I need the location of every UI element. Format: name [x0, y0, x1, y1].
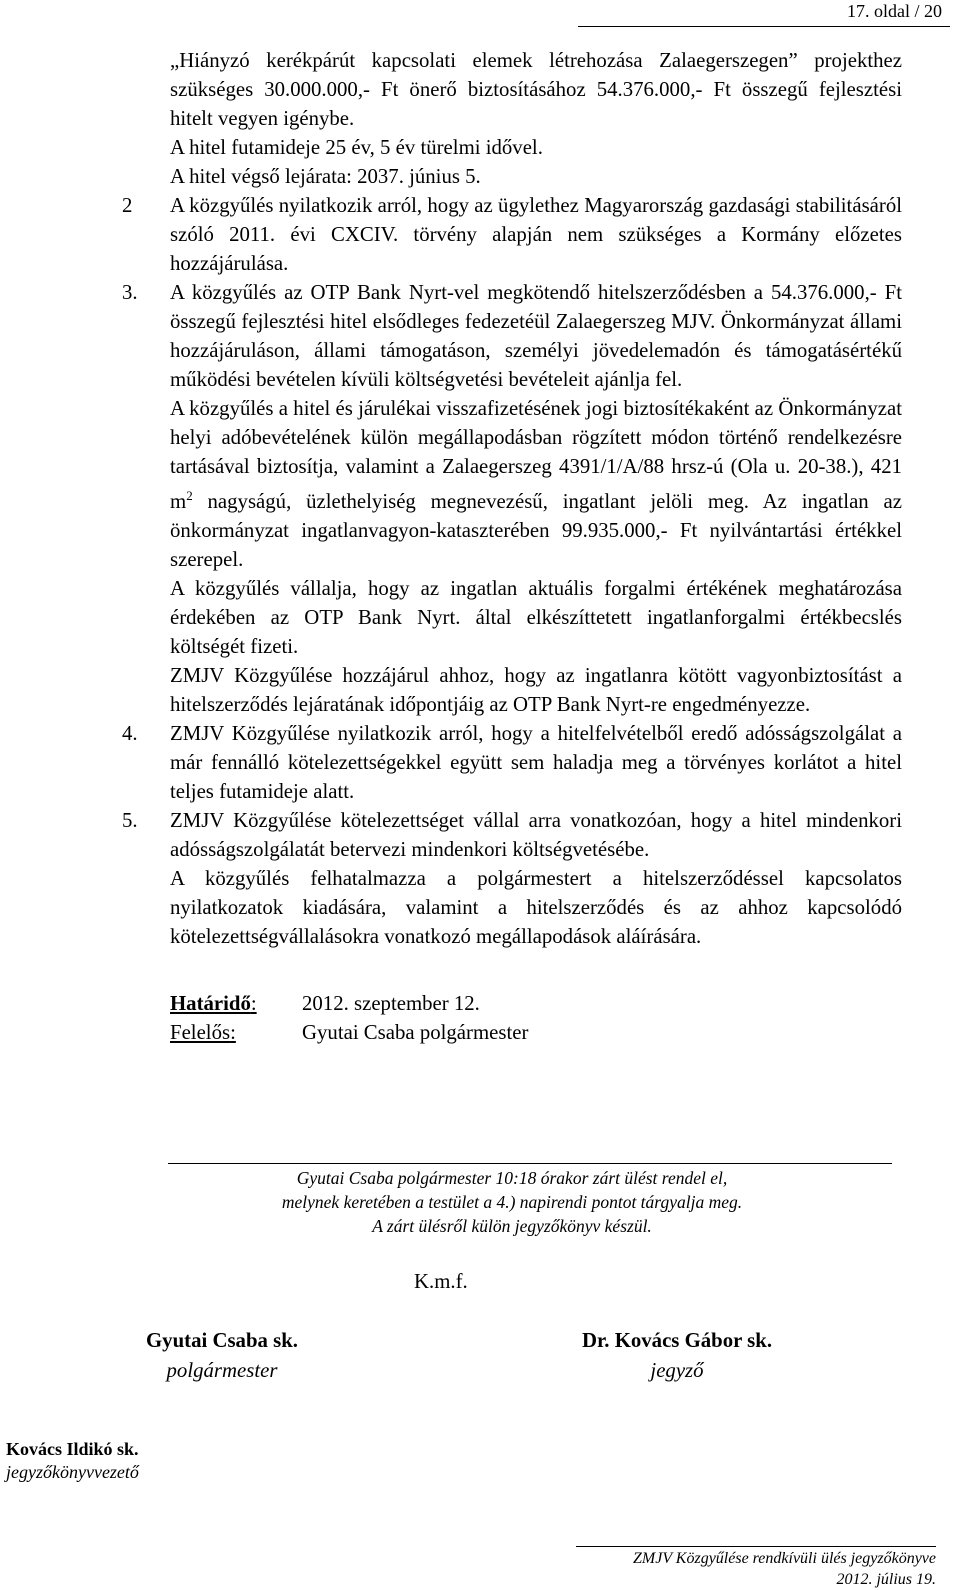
paragraph-term: A hitel futamideje 25 év, 5 év türelmi idővel.: [170, 136, 543, 159]
paragraph-insurance: ZMJV Közgyűlése hozzájárul ahhoz, hogy az ingatlanra kötött vagyonbiztosítást a hitelszerződés lejáratának időpontjáig az OTP Bank Nyrt-re engedményezze.: [170, 663, 902, 716]
signer-role: polgármester: [166, 1359, 278, 1382]
deadline-block: [122, 989, 902, 1047]
collateral-text-a: A közgyűlés a hitel és járulékai visszafizetésének jogi biztosítékaként az Önkormányzat helyi adóbevételének külön megállapodásban rögzített módon történő rendelkezésre tartásával biztosítja, valamint a Zalaegerszeg 4391/1/A/88 hrsz-ú (Ola u. 20-38.), 421 m: [170, 397, 902, 513]
recorder-role: jegyzőkönyvvezető: [6, 1462, 139, 1482]
page-footer: [633, 1548, 936, 1590]
note-line: A zárt ülésről külön jegyzőkönyv készül.: [372, 1216, 652, 1236]
footer-date: 2012. július 19.: [836, 1571, 936, 1588]
signer-name: Gyutai Csaba sk.: [146, 1329, 298, 1352]
footer-title: ZMJV Közgyűlése rendkívüli ülés jegyzőkönyve: [632, 1550, 936, 1567]
list-number: 3.: [122, 281, 138, 304]
list-text: ZMJV Közgyűlése kötelezettséget vállal arra vonatkozóan, hogy a hitel mindenkori adósságszolgálatát betervezi mindenkori költségvetésébe.: [170, 808, 902, 861]
responsible-value: Gyutai Csaba polgármester: [302, 1020, 529, 1044]
footer-separator: [576, 1546, 936, 1547]
document-body: [122, 46, 902, 1047]
list-text: A közgyűlés nyilatkozik arról, hogy az ügylethez Magyarország gazdasági stabilitásáról szóló 2011. évi CXCIV. törvény alapján nem szükséges a Kormány előzetes hozzájárulása.: [170, 194, 902, 275]
separator-line: [168, 1163, 892, 1164]
list-item-2: [122, 191, 902, 278]
list-item-3: [122, 278, 902, 394]
signer-name: Dr. Kovács Gábor sk.: [581, 1329, 773, 1352]
paragraph-collateral: [122, 394, 902, 574]
paragraph-valuation: A közgyűlés vállalja, hogy az ingatlan aktuális forgalmi értékének meghatározása érdekében az OTP Bank Nyrt. által elkészíttetett ingatlanforgalmi értékbecslés költségét fizeti.: [170, 576, 902, 658]
deadline-value: 2012. szeptember 12.: [302, 991, 480, 1015]
signature-right: [552, 1326, 802, 1386]
recorder-name: Kovács Ildikó sk.: [6, 1439, 139, 1459]
list-item-5: [122, 806, 902, 864]
list-item-4: [122, 719, 902, 806]
list-number: 5.: [122, 808, 138, 832]
page-number: 17. oldal / 20: [847, 1, 942, 21]
signer-role: jegyző: [650, 1359, 704, 1382]
list-text: A közgyűlés az OTP Bank Nyrt-vel megkötendő hitelszerződésben a 54.376.000,- Ft összegű fejlesztési hitel elsődleges fedezetéül Zalaegerszeg MJV. Önkormányzat állami hozzájáruláson, állami támogatáson, személyi jövedelemadón és támogatásértékű működési bevételen kívüli költségvetési bevételeit ajánlja fel.: [170, 281, 902, 391]
deadline-label: Határidő:: [170, 991, 257, 1015]
kmf-label: K.m.f.: [414, 1270, 468, 1293]
paragraph-maturity: A hitel végső lejárata: 2037. június 5.: [170, 165, 481, 188]
list-number: 4.: [122, 721, 138, 745]
superscript: 2: [186, 488, 193, 503]
list-text: ZMJV Közgyűlése nyilatkozik arról, hogy a hitelfelvételből eredő adósságszolgálat a már fennálló kötelezettségekkel együtt sem haladja meg a törvényes korlátot a hitel teljes futamideje alatt.: [170, 721, 902, 803]
note-line: melynek keretében a testület a 4.) napirendi pontot tárgyalja meg.: [281, 1192, 743, 1212]
page-header: [578, 0, 950, 27]
note-line: Gyutai Csaba polgármester 10:18 órakor zárt ülést rendel el,: [296, 1168, 728, 1188]
collateral-text-b: nagyságú, üzlethelyiség megnevezésű, ingatlant jelöli meg. Az ingatlan az önkormányzat ingatlanvagyon-kataszterében 99.935.000,- Ft nyilvántartási értékkel szerepel.: [170, 489, 902, 571]
paragraph-authorization: A közgyűlés felhatalmazza a polgármestert a hitelszerződéssel kapcsolatos nyilatkozatok kiadására, valamint a hitelszerződés és az ahhoz kapcsolódó kötelezettségvállalásokra vonatkozó megállapodások aláírására.: [170, 866, 902, 948]
closed-session-note: [122, 1166, 902, 1238]
paragraph-loan: „Hiányzó kerékpárút kapcsolati elemek létrehozása Zalaegerszegen” projekthez szükséges 30.000.000,- Ft önerő biztosításához 54.376.000,- Ft összegű fejlesztési hitelt vegyen igénybe.: [170, 49, 902, 130]
responsible-label: Felelős:: [170, 1020, 236, 1044]
signature-left: [112, 1326, 332, 1386]
recorder-block: [6, 1438, 139, 1484]
list-number: 2: [122, 194, 133, 217]
